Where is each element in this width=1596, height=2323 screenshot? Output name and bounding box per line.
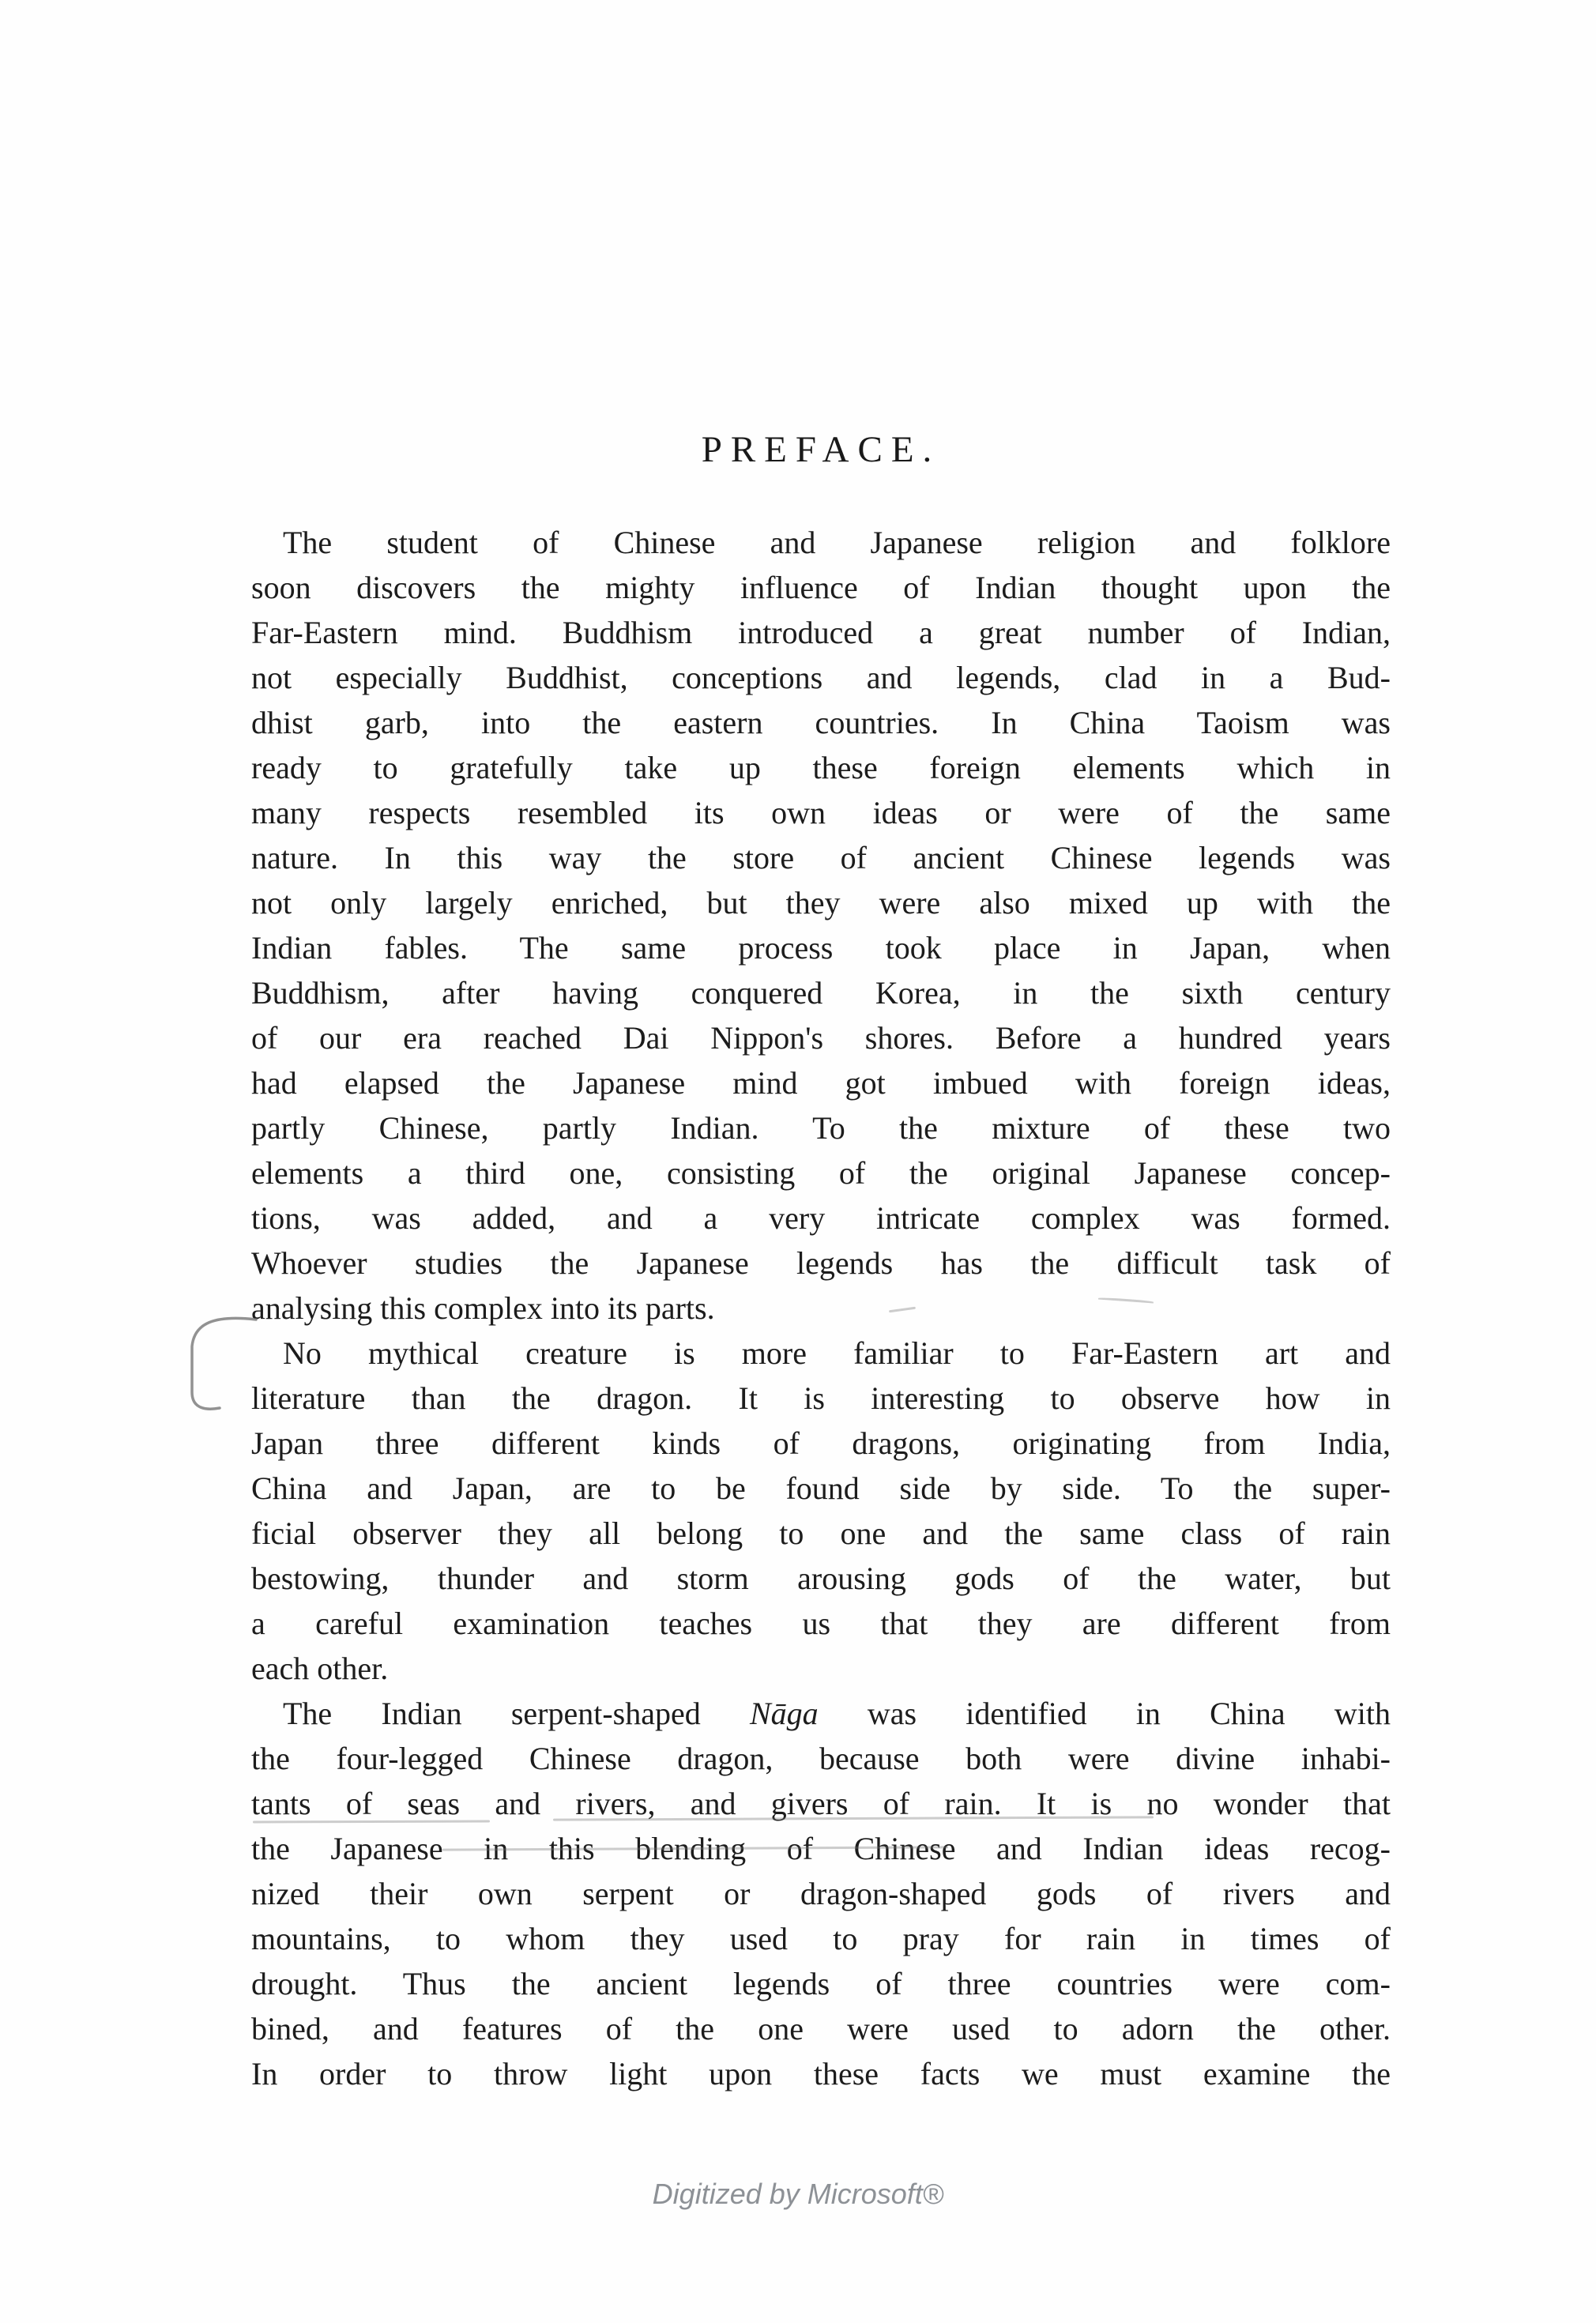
text-line: ficial observer they all belong to one and the same class of rain [251, 1515, 1391, 1551]
paragraph [251, 520, 1391, 1331]
text-line: had elapsed the Japanese mind got imbued with foreign ideas, [251, 1065, 1391, 1101]
text-line: Indian fables. The same process took place in Japan, when [251, 930, 1391, 966]
text-line: partly Chinese, partly Indian. To the mixture of these two [251, 1110, 1391, 1146]
page-title: PREFACE. [701, 429, 941, 470]
text-line: bined, and features of the one were used to adorn the other. [251, 2011, 1391, 2046]
text-line: No mythical creature is more familiar to Far-Eastern art and [283, 1335, 1391, 1371]
paragraph [251, 1331, 1391, 1691]
text-line: many respects resembled its own ideas or were of the same [251, 795, 1391, 830]
text-line: the four-legged Chinese dragon, because both were divine inhabi- [251, 1741, 1391, 1776]
text-line: each other. [251, 1651, 389, 1686]
text-line: In order to throw light upon these facts we must examine the [251, 2056, 1391, 2091]
text-line: Far-Eastern mind. Buddhism introduced a great number of Indian, [251, 615, 1391, 650]
text-line: tants of seas and rivers, and givers of rain. It is no wonder that [251, 1786, 1391, 1821]
text-line: the Japanese in this blending of Chinese and Indian ideas recog- [251, 1831, 1391, 1866]
paragraph [251, 1691, 1391, 2096]
text-line: mountains, to whom they used to pray for rain in times of [251, 1921, 1391, 1956]
text-line: The Indian serpent-shaped Nāga was identified in China with [283, 1696, 1391, 1731]
text-line: of our era reached Dai Nippon's shores. Before a hundred years [251, 1020, 1391, 1056]
text-line: bestowing, thunder and storm arousing gods of the water, but [251, 1561, 1391, 1596]
text-line: nature. In this way the store of ancient Chinese legends was [251, 840, 1391, 875]
text-line: analysing this complex into its parts. [251, 1290, 715, 1326]
digitized-footer: Digitized by Microsoft® [652, 2178, 944, 2210]
text-line: Buddhism, after having conquered Korea, in the sixth century [251, 975, 1391, 1011]
text-line: literature than the dragon. It is interesting to observe how in [251, 1380, 1391, 1416]
text-block [251, 520, 1391, 2096]
text-line: ready to gratefully take up these foreign elements which in [251, 750, 1391, 785]
text-line: not especially Buddhist, conceptions and legends, clad in a Bud- [251, 660, 1391, 695]
text-line: China and Japan, are to be found side by side. To the super- [251, 1470, 1391, 1506]
text-line: drought. Thus the ancient legends of three countries were com- [251, 1966, 1391, 2001]
text-line: soon discovers the mighty influence of Indian thought upon the [251, 570, 1391, 605]
text-line: nized their own serpent or dragon-shaped gods of rivers and [251, 1876, 1391, 1911]
text-line: tions, was added, and a very intricate complex was formed. [251, 1200, 1391, 1236]
text-line: a careful examination teaches us that they are different from [251, 1606, 1391, 1641]
text-line: The student of Chinese and Japanese religion and folklore [283, 525, 1391, 560]
text-line: dhist garb, into the eastern countries. In China Taoism was [251, 705, 1391, 740]
pencil-bracket-mark [183, 1313, 262, 1416]
text-line: Japan three different kinds of dragons, originating from India, [251, 1425, 1391, 1461]
text-line: Whoever studies the Japanese legends has the difficult task of [251, 1245, 1391, 1281]
text-line: elements a third one, consisting of the original Japanese concep- [251, 1155, 1391, 1191]
text-line: not only largely enriched, but they were also mixed up with the [251, 885, 1391, 921]
